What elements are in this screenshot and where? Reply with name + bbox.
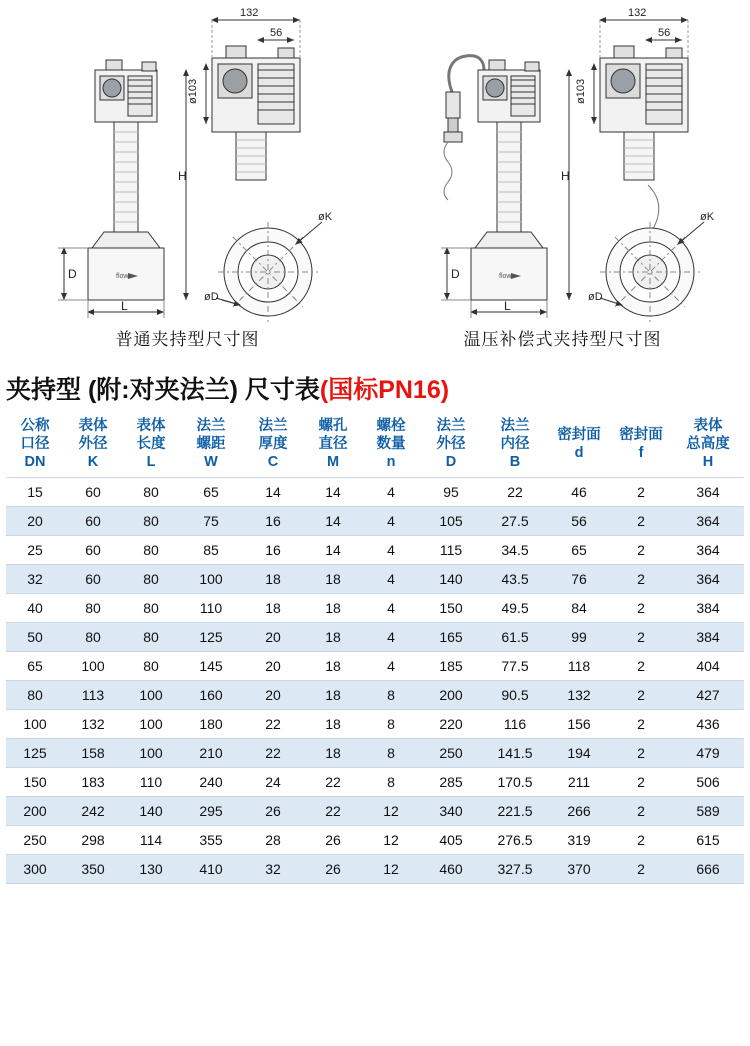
- table-cell: 18: [242, 594, 304, 623]
- table-cell: 26: [304, 826, 362, 855]
- svg-text:flow: flow: [116, 273, 129, 280]
- column-header-dn: [6, 412, 64, 478]
- table-cell: 460: [420, 855, 482, 884]
- table-cell: 384: [672, 594, 744, 623]
- table-cell: 4: [362, 565, 420, 594]
- table-row: [6, 681, 744, 710]
- header-symbol: M: [326, 454, 340, 471]
- table-cell: 14: [304, 507, 362, 536]
- header-symbol: K: [87, 454, 99, 471]
- table-cell: 200: [6, 797, 64, 826]
- header-line: 数量: [376, 436, 406, 453]
- table-cell: 18: [304, 594, 362, 623]
- table-row: [6, 565, 744, 594]
- header-line: 公称: [20, 418, 50, 434]
- table-cell: 15: [6, 478, 64, 507]
- table-cell: 211: [548, 768, 610, 797]
- table-cell: 115: [420, 536, 482, 565]
- table-cell: 2: [610, 739, 672, 768]
- table-cell: 436: [672, 710, 744, 739]
- svg-text:flow: flow: [499, 273, 512, 280]
- table-cell: 65: [6, 652, 64, 681]
- table-cell: 20: [6, 507, 64, 536]
- label-56-right: 56: [658, 27, 671, 39]
- label-dia103-left: ø103: [187, 78, 199, 104]
- table-row: [6, 797, 744, 826]
- label-L-left: L: [121, 299, 128, 313]
- table-cell: 22: [242, 739, 304, 768]
- table-cell: 180: [180, 710, 242, 739]
- label-H-left: H: [178, 169, 187, 183]
- page-title-standard: (国标PN16): [319, 376, 450, 404]
- table-cell: 4: [362, 507, 420, 536]
- column-header-n: [362, 412, 420, 478]
- table-cell: 2: [610, 623, 672, 652]
- table-cell: 221.5: [482, 797, 548, 826]
- header-symbol: n: [386, 454, 396, 471]
- header-line: 密封面: [619, 427, 663, 444]
- table-cell: 50: [6, 623, 64, 652]
- header-line: 内径: [500, 436, 530, 453]
- header-line: 螺距: [196, 436, 226, 453]
- column-header-h: [672, 412, 744, 478]
- table-cell: 80: [122, 623, 180, 652]
- table-cell: 61.5: [482, 623, 548, 652]
- table-cell: 666: [672, 855, 744, 884]
- table-cell: 105: [420, 507, 482, 536]
- table-cell: 80: [122, 565, 180, 594]
- table-cell: 65: [180, 478, 242, 507]
- table-cell: 8: [362, 710, 420, 739]
- table-row: [6, 826, 744, 855]
- table-cell: 145: [180, 652, 242, 681]
- table-cell: 18: [304, 623, 362, 652]
- header-line: 长度: [136, 436, 166, 453]
- table-cell: 26: [242, 797, 304, 826]
- table-cell: 80: [122, 507, 180, 536]
- table-cell: 27.5: [482, 507, 548, 536]
- table-cell: 150: [6, 768, 64, 797]
- table-row: [6, 507, 744, 536]
- table-cell: 22: [242, 710, 304, 739]
- table-cell: 60: [64, 565, 122, 594]
- header-line: 表体: [136, 418, 166, 434]
- table-cell: 2: [610, 536, 672, 565]
- column-header-m: [304, 412, 362, 478]
- table-cell: 4: [362, 623, 420, 652]
- page-title: [0, 360, 750, 412]
- label-132-right: 132: [628, 7, 647, 19]
- table-cell: 99: [548, 623, 610, 652]
- table-cell: 60: [64, 478, 122, 507]
- table-header-row: [6, 412, 744, 478]
- table-cell: 113: [64, 681, 122, 710]
- table-cell: 25: [6, 536, 64, 565]
- table-cell: 194: [548, 739, 610, 768]
- dimensions-table: [6, 412, 744, 884]
- table-cell: 364: [672, 565, 744, 594]
- header-symbol: L: [146, 454, 156, 471]
- table-cell: 22: [482, 478, 548, 507]
- table-cell: 364: [672, 507, 744, 536]
- table-cell: 100: [122, 681, 180, 710]
- table-cell: 140: [420, 565, 482, 594]
- table-cell: 34.5: [482, 536, 548, 565]
- header-line: 法兰: [258, 418, 288, 434]
- table-cell: 404: [672, 652, 744, 681]
- header-line: 总高度: [686, 436, 730, 453]
- table-cell: 200: [420, 681, 482, 710]
- table-cell: 506: [672, 768, 744, 797]
- table-cell: 85: [180, 536, 242, 565]
- table-cell: 18: [304, 652, 362, 681]
- table-cell: 12: [362, 797, 420, 826]
- table-cell: 60: [64, 536, 122, 565]
- header-line: 表体: [693, 418, 723, 434]
- table-cell: 2: [610, 768, 672, 797]
- table-cell: 14: [304, 478, 362, 507]
- table-cell: 100: [180, 565, 242, 594]
- table-row: [6, 594, 744, 623]
- header-line: 外径: [78, 436, 108, 453]
- table-cell: 158: [64, 739, 122, 768]
- table-cell: 100: [122, 710, 180, 739]
- table-cell: 132: [64, 710, 122, 739]
- table-cell: 80: [6, 681, 64, 710]
- table-cell: 364: [672, 478, 744, 507]
- table-cell: 150: [420, 594, 482, 623]
- table-cell: 12: [362, 826, 420, 855]
- table-cell: 4: [362, 594, 420, 623]
- table-cell: 114: [122, 826, 180, 855]
- header-line: 直径: [318, 436, 348, 453]
- table-cell: 479: [672, 739, 744, 768]
- table-cell: 355: [180, 826, 242, 855]
- header-symbol: B: [509, 454, 521, 471]
- table-cell: 2: [610, 681, 672, 710]
- table-cell: 183: [64, 768, 122, 797]
- label-diaK-right: øK: [700, 211, 715, 223]
- table-cell: 276.5: [482, 826, 548, 855]
- header-symbol: C: [267, 454, 279, 471]
- table-cell: 14: [242, 478, 304, 507]
- header-symbol: d: [574, 445, 584, 462]
- table-cell: 80: [122, 652, 180, 681]
- table-cell: 2: [610, 478, 672, 507]
- table-cell: 2: [610, 710, 672, 739]
- table-cell: 80: [122, 478, 180, 507]
- table-cell: 185: [420, 652, 482, 681]
- table-cell: 90.5: [482, 681, 548, 710]
- table-cell: 76: [548, 565, 610, 594]
- table-cell: 110: [122, 768, 180, 797]
- header-line: 表体: [78, 418, 108, 434]
- table-cell: 240: [180, 768, 242, 797]
- table-cell: 220: [420, 710, 482, 739]
- table-cell: 80: [64, 594, 122, 623]
- table-cell: 77.5: [482, 652, 548, 681]
- table-cell: 4: [362, 536, 420, 565]
- table-cell: 80: [122, 594, 180, 623]
- table-cell: 22: [304, 797, 362, 826]
- header-line: 法兰: [436, 418, 466, 434]
- table-cell: 18: [304, 565, 362, 594]
- header-line: 法兰: [196, 418, 226, 434]
- table-cell: 210: [180, 739, 242, 768]
- diagram-captions: [0, 325, 750, 350]
- technical-drawing: [0, 0, 750, 360]
- table-cell: 26: [304, 855, 362, 884]
- table-cell: 140: [122, 797, 180, 826]
- table-cell: 116: [482, 710, 548, 739]
- table-cell: 242: [64, 797, 122, 826]
- table-row: [6, 710, 744, 739]
- table-cell: 46: [548, 478, 610, 507]
- column-header-c: [242, 412, 304, 478]
- table-cell: 410: [180, 855, 242, 884]
- table-cell: 130: [122, 855, 180, 884]
- table-cell: 16: [242, 507, 304, 536]
- table-cell: 75: [180, 507, 242, 536]
- table-cell: 8: [362, 681, 420, 710]
- table-cell: 118: [548, 652, 610, 681]
- table-cell: 589: [672, 797, 744, 826]
- column-header-w: [180, 412, 242, 478]
- column-header-k: [64, 412, 122, 478]
- table-cell: 24: [242, 768, 304, 797]
- table-cell: 18: [304, 739, 362, 768]
- table-cell: 49.5: [482, 594, 548, 623]
- table-cell: 160: [180, 681, 242, 710]
- table-cell: 12: [362, 855, 420, 884]
- table-cell: 250: [6, 826, 64, 855]
- table-cell: 8: [362, 768, 420, 797]
- table-cell: 18: [304, 710, 362, 739]
- table-cell: 22: [304, 768, 362, 797]
- header-line: 口径: [20, 436, 50, 453]
- caption-right: 温压补偿式夹持型尺寸图: [463, 330, 662, 349]
- table-cell: 18: [242, 565, 304, 594]
- table-cell: 2: [610, 826, 672, 855]
- table-cell: 2: [610, 507, 672, 536]
- header-symbol: DN: [24, 454, 46, 471]
- table-cell: 319: [548, 826, 610, 855]
- header-line: 法兰: [500, 418, 530, 434]
- label-diaK-left: øK: [318, 211, 333, 223]
- table-cell: 16: [242, 536, 304, 565]
- table-cell: 100: [64, 652, 122, 681]
- table-cell: 364: [672, 536, 744, 565]
- table-cell: 266: [548, 797, 610, 826]
- header-symbol: W: [204, 454, 218, 471]
- table-cell: 285: [420, 768, 482, 797]
- table-cell: 80: [64, 623, 122, 652]
- table-cell: 60: [64, 507, 122, 536]
- label-56-left: 56: [270, 27, 283, 39]
- table-cell: 40: [6, 594, 64, 623]
- table-cell: 350: [64, 855, 122, 884]
- table-cell: 28: [242, 826, 304, 855]
- table-cell: 370: [548, 855, 610, 884]
- table-cell: 125: [6, 739, 64, 768]
- table-cell: 156: [548, 710, 610, 739]
- label-L-right: L: [504, 299, 511, 313]
- column-header-b: [482, 412, 548, 478]
- label-H-right: H: [561, 169, 570, 183]
- column-header-d: [420, 412, 482, 478]
- label-diaD-left: øD: [204, 291, 219, 303]
- header-line: 外径: [436, 436, 466, 453]
- table-cell: 65: [548, 536, 610, 565]
- table-cell: 100: [122, 739, 180, 768]
- table-cell: 295: [180, 797, 242, 826]
- header-symbol: D: [445, 454, 457, 471]
- table-cell: 141.5: [482, 739, 548, 768]
- table-cell: 300: [6, 855, 64, 884]
- caption-left: 普通夹持型尺寸图: [115, 330, 260, 349]
- table-row: [6, 855, 744, 884]
- table-cell: 2: [610, 594, 672, 623]
- table-cell: 2: [610, 565, 672, 594]
- table-cell: 14: [304, 536, 362, 565]
- table-cell: 110: [180, 594, 242, 623]
- table-cell: 2: [610, 855, 672, 884]
- table-cell: 2: [610, 797, 672, 826]
- table-row: [6, 536, 744, 565]
- header-line: 密封面: [557, 427, 601, 444]
- table-row: [6, 478, 744, 507]
- table-cell: 615: [672, 826, 744, 855]
- label-D-left: D: [68, 267, 77, 281]
- table-cell: 20: [242, 681, 304, 710]
- header-line: 螺栓: [376, 418, 406, 434]
- column-header-seal-f: [610, 412, 672, 478]
- label-dia103-right: ø103: [575, 78, 587, 104]
- table-row: [6, 768, 744, 797]
- table-cell: 80: [122, 536, 180, 565]
- table-cell: 32: [6, 565, 64, 594]
- table-cell: 165: [420, 623, 482, 652]
- page-title-main: 夹持型 (附:对夹法兰) 尺寸表: [6, 376, 320, 404]
- table-cell: 8: [362, 739, 420, 768]
- table-cell: 384: [672, 623, 744, 652]
- table-cell: 18: [304, 681, 362, 710]
- table-cell: 4: [362, 652, 420, 681]
- header-symbol: H: [702, 454, 714, 471]
- table-cell: 405: [420, 826, 482, 855]
- table-row: [6, 652, 744, 681]
- table-cell: 170.5: [482, 768, 548, 797]
- table-cell: 298: [64, 826, 122, 855]
- table-cell: 132: [548, 681, 610, 710]
- table-cell: 250: [420, 739, 482, 768]
- table-cell: 56: [548, 507, 610, 536]
- table-cell: 125: [180, 623, 242, 652]
- header-line: 厚度: [258, 436, 288, 453]
- table-cell: 327.5: [482, 855, 548, 884]
- table-cell: 84: [548, 594, 610, 623]
- table-cell: 43.5: [482, 565, 548, 594]
- table-cell: 20: [242, 623, 304, 652]
- table-cell: 4: [362, 478, 420, 507]
- table-cell: 95: [420, 478, 482, 507]
- column-header-l: [122, 412, 180, 478]
- table-cell: 340: [420, 797, 482, 826]
- table-cell: 2: [610, 652, 672, 681]
- table-cell: 100: [6, 710, 64, 739]
- header-symbol: f: [638, 445, 644, 462]
- label-132-left: 132: [240, 7, 259, 19]
- table-cell: 32: [242, 855, 304, 884]
- header-line: 螺孔: [318, 418, 348, 434]
- label-D-right: D: [451, 267, 460, 281]
- column-header-seal-d: [548, 412, 610, 478]
- diagram-area: [0, 0, 750, 360]
- table-row: [6, 739, 744, 768]
- table-body: [6, 478, 744, 884]
- table-cell: 20: [242, 652, 304, 681]
- label-diaD-right: øD: [588, 291, 603, 303]
- table-cell: 427: [672, 681, 744, 710]
- table-header: [6, 412, 744, 478]
- table-row: [6, 623, 744, 652]
